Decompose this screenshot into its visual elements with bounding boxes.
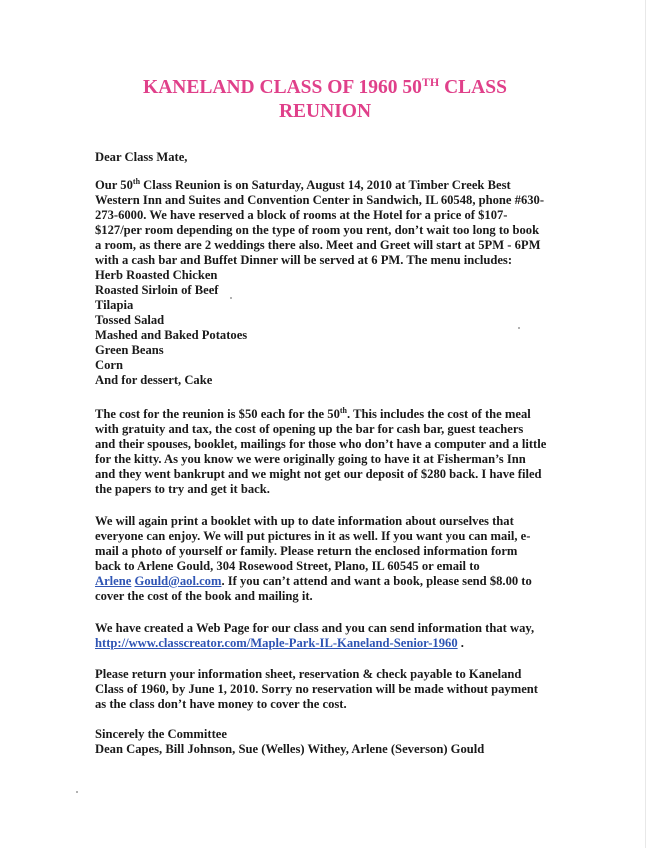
paragraph-line: everyone can enjoy. We will put pictures in it as well. If you want you can mail, e- — [95, 529, 531, 543]
salutation: Dear Class Mate, — [95, 150, 188, 164]
paragraph-line: We will again print a booklet with up to date information about ourselves that — [95, 514, 514, 528]
paragraph-line: http://www.classcreator.com/Maple-Park-IL-Kaneland-Senior-1960 . — [95, 636, 464, 650]
paragraph-line: $127/per room depending on the type of room you rent, don’t wait too long to book — [95, 223, 540, 237]
paragraph-line: for the kitty. As you know we were originally going to have it at Fisherman’s Inn — [95, 452, 526, 466]
menu-item: Corn — [95, 358, 123, 372]
paragraph-line: The cost for the reunion is $50 each for the 50th. This includes the cost of the meal — [95, 406, 531, 421]
paragraph-line: mail a photo of yourself or family. Please return the enclosed information form — [95, 544, 518, 558]
paragraph-line: with gratuity and tax, the cost of opening up the bar for cash bar, guest teachers — [95, 422, 524, 436]
paragraph-line: Our 50th Class Reunion is on Saturday, August 14, 2010 at Timber Creek Best — [95, 177, 511, 192]
scan-speck — [518, 327, 520, 329]
menu-item: Green Beans — [95, 343, 164, 357]
paragraph-line: as the class don’t have money to cover the cost. — [95, 697, 347, 711]
signers: Dean Capes, Bill Johnson, Sue (Welles) Withey, Arlene (Severson) Gould — [95, 742, 485, 756]
paragraph-line: the papers to try and get it back. — [95, 482, 270, 496]
menu-item: And for dessert, Cake — [95, 373, 213, 387]
letter-title-line-2: REUNION — [278, 101, 372, 122]
paragraph-line: Please return your information sheet, reservation & check payable to Kaneland — [95, 667, 522, 681]
menu-item: Roasted Sirloin of Beef — [95, 283, 219, 297]
letter-title-line-1: KANELAND CLASS OF 1960 50TH CLASS — [143, 75, 507, 98]
paragraph-line: and they went bankrupt and we might not get our deposit of $280 back. I have filed — [95, 467, 542, 481]
closing: Sincerely the Committee — [95, 727, 227, 741]
menu-item: Tossed Salad — [95, 313, 165, 327]
paragraph-line: back to Arlene Gould, 304 Rosewood Street, Plano, IL 60545 or email to — [95, 559, 480, 573]
class-web-page-link[interactable]: http://www.classcreator.com/Maple-Park-IL-Kaneland-Senior-1960 — [95, 636, 458, 650]
paragraph-line: and their spouses, booklet, mailings for those who don’t have a computer and a little — [95, 437, 547, 451]
email-link-address[interactable]: Gould@aol.com — [134, 574, 222, 588]
menu-item: Tilapia — [95, 298, 134, 312]
paragraph-line: cover the cost of the book and mailing it. — [95, 589, 313, 603]
menu-item: Mashed and Baked Potatoes — [95, 328, 248, 342]
paragraph-line: 273-6000. We have reserved a block of rooms at the Hotel for a price of $107- — [95, 208, 508, 222]
scan-speck — [230, 297, 232, 299]
scan-speck — [76, 791, 78, 793]
paragraph-line: Arlene Gould@aol.com. If you can’t attend and want a book, please send $8.00 to — [95, 574, 532, 588]
menu-item: Herb Roasted Chicken — [95, 268, 218, 282]
paragraph-line: Western Inn and Suites and Convention Center in Sandwich, IL 60548, phone #630- — [95, 193, 545, 207]
paragraph-line: a room, as there are 2 weddings there also. Meet and Greet will start at 5PM - 6PM — [95, 238, 541, 252]
paragraph-line: Class of 1960, by June 1, 2010. Sorry no reservation will be made without payment — [95, 682, 539, 696]
email-link-name[interactable]: Arlene — [95, 574, 132, 588]
paragraph-line: with a cash bar and Buffet Dinner will be served at 6 PM. The menu includes: — [95, 253, 513, 267]
paragraph-line: We have created a Web Page for our class and you can send information that way, — [95, 621, 535, 635]
